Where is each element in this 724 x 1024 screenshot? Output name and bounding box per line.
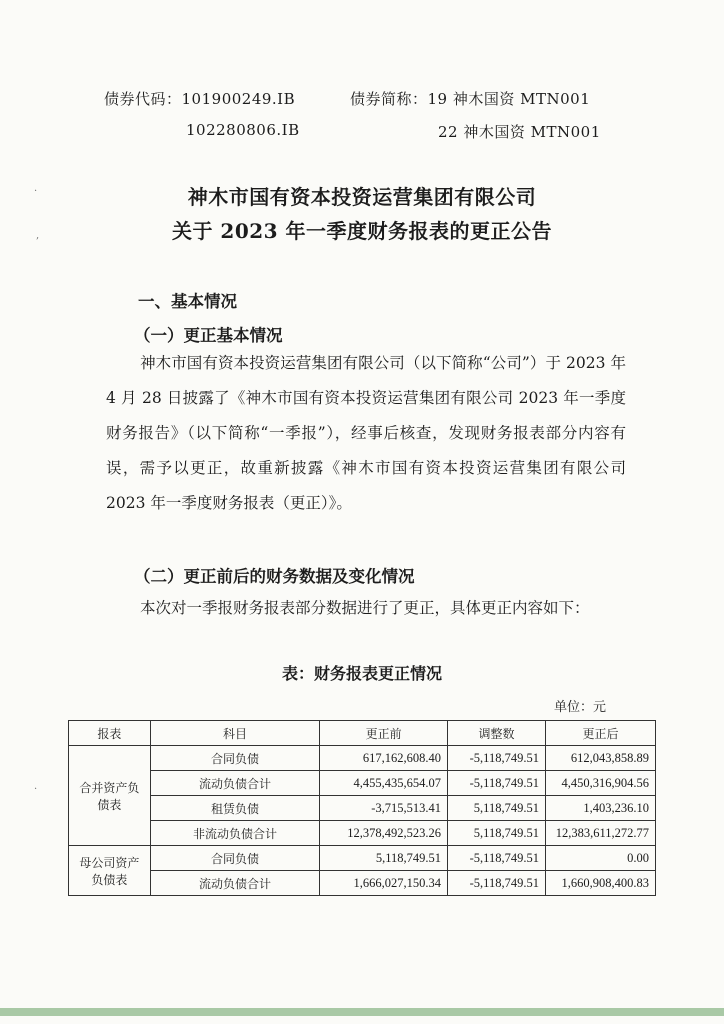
cell-item: 非流动负债合计 (150, 821, 319, 846)
bond-code-1: 101900249.IB (181, 90, 296, 108)
paragraph-2 (106, 591, 626, 626)
cell-after: 4,450,316,904.56 (545, 771, 655, 796)
header-item: 科目 (150, 721, 319, 746)
bond-code-row-1 (104, 88, 295, 109)
cell-before: 4,455,435,654.07 (320, 771, 448, 796)
cell-after: 0.00 (545, 846, 655, 871)
table-row (69, 846, 656, 871)
section-1-heading: 一、基本情况 (138, 292, 237, 311)
header-after: 更正后 (545, 721, 655, 746)
section-1-1-heading: （一）更正基本情况 (134, 326, 283, 345)
table-row (69, 821, 656, 846)
cell-adjustment: -5,118,749.51 (448, 846, 546, 871)
table-title: 表：财务报表更正情况 (281, 664, 442, 683)
bond-code-label: 债券代码： (104, 90, 182, 108)
cell-after: 612,043,858.89 (545, 746, 655, 771)
header-before: 更正前 (320, 721, 448, 746)
group-consolidated (69, 746, 151, 846)
cell-item: 合同负债 (150, 746, 319, 771)
cell-after: 12,383,611,272.77 (545, 821, 655, 846)
scan-mark: , (36, 230, 40, 241)
section-1-2-heading: （二）更正前后的财务数据及变化情况 (134, 567, 415, 586)
header-report: 报表 (69, 721, 151, 746)
table-row (69, 746, 656, 771)
cell-adjustment: -5,118,749.51 (448, 771, 546, 796)
paragraph-1-text: 神木市国有资本投资运营集团有限公司（以下简称“公司”）于 2023 年 4 月 28 日披露了《神木市国有资本投资运营集团有限公司 2023 年一季度财务报告》（以下简称“一季报”），经事后核查，发现财务报表部分内容有误，需予以更正，故重新披露《神木市国有资本投资运营集团有限公司 2023 年一季度财务报表（更正）》。 (106, 354, 626, 512)
cell-before: 12,378,492,523.26 (320, 821, 448, 846)
title-line-2: 关于 2023 年一季度财务报表的更正公告 (171, 219, 553, 243)
group-parent-label: 母公司资产负债表 (79, 855, 140, 887)
bond-abbr-1: 19 神木国资 MTN001 (427, 90, 591, 108)
paragraph-1 (106, 346, 626, 521)
group-consolidated-label: 合并资产负债表 (79, 780, 140, 812)
cell-item: 流动负债合计 (150, 771, 319, 796)
bond-abbr-2: 22 神木国资 MTN001 (438, 123, 601, 141)
paragraph-2-text: 本次对一季报财务报表部分数据进行了更正，具体更正内容如下： (140, 599, 590, 617)
table-row (69, 771, 656, 796)
cell-adjustment: 5,118,749.51 (448, 821, 546, 846)
cell-item: 合同负债 (150, 846, 319, 871)
correction-table (68, 720, 656, 896)
cell-item: 流动负债合计 (150, 871, 319, 896)
scan-bottom-edge (0, 1008, 724, 1016)
cell-before: 1,666,027,150.34 (320, 871, 448, 896)
cell-adjustment: 5,118,749.51 (448, 796, 546, 821)
group-parent (69, 846, 151, 896)
table-row (69, 796, 656, 821)
table-header-row (69, 721, 656, 746)
cell-before: 617,162,608.40 (320, 746, 448, 771)
scan-mark: · (34, 186, 38, 197)
title-line-1: 神木市国有资本投资运营集团有限公司 (187, 185, 537, 209)
cell-before: -3,715,513.41 (320, 796, 448, 821)
cell-after: 1,660,908,400.83 (545, 871, 655, 896)
cell-item: 租赁负债 (150, 796, 319, 821)
table-unit: 单位：元 (554, 700, 607, 715)
bond-abbr-row-1 (350, 88, 590, 109)
cell-after: 1,403,236.10 (545, 796, 655, 821)
scan-mark: · (34, 784, 38, 795)
bond-abbr-label: 债券简称： (350, 90, 428, 108)
bond-code-2: 102280806.IB (186, 121, 300, 139)
cell-before: 5,118,749.51 (320, 846, 448, 871)
cell-adjustment: -5,118,749.51 (448, 746, 546, 771)
header-adjustment: 调整数 (448, 721, 546, 746)
table-row (69, 871, 656, 896)
cell-adjustment: -5,118,749.51 (448, 871, 546, 896)
